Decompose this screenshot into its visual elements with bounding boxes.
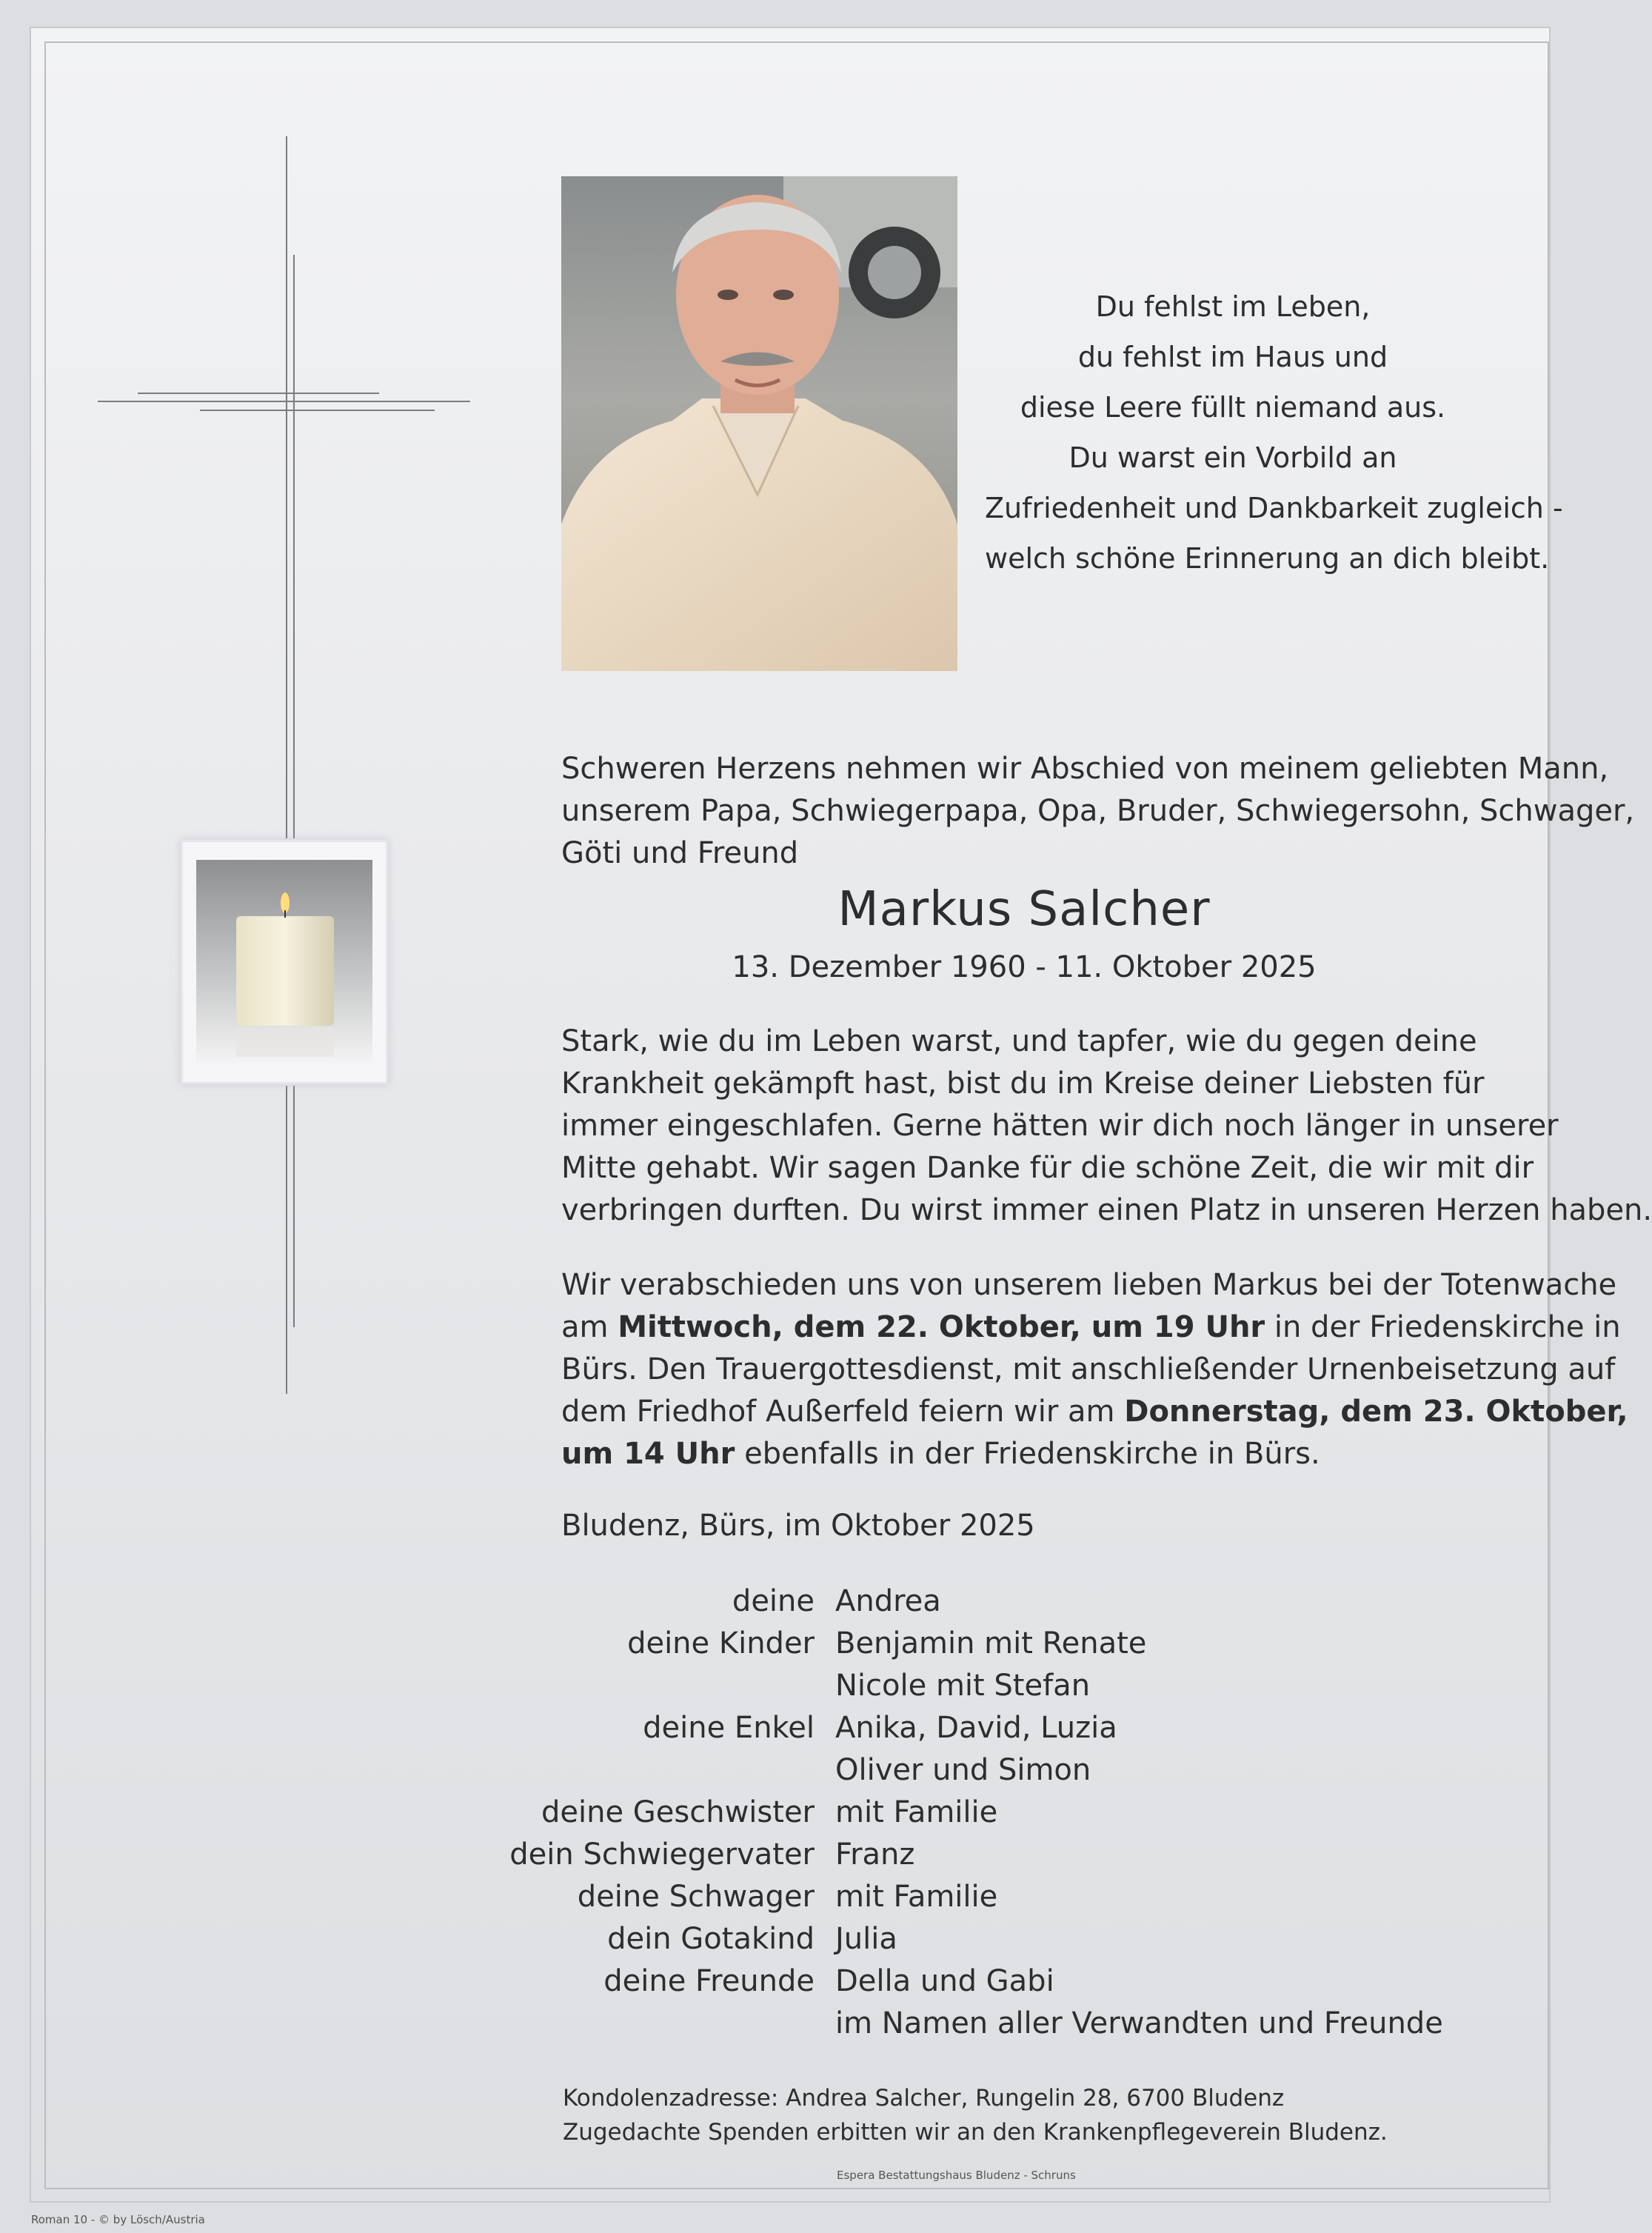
funeral-text: ebenfalls in der Friedenskirche in Bürs. xyxy=(735,1437,1320,1471)
family-relation: deine Enkel xyxy=(643,1711,815,1745)
tribute-line: verbringen durften. Du wirst immer einen Platz in unseren Herzen haben. xyxy=(561,1193,1652,1227)
deceased-name: Markus Salcher xyxy=(837,882,1211,937)
family-names: mit Familie xyxy=(835,1795,998,1829)
place-date: Bludenz, Bürs, im Oktober 2025 xyxy=(561,1509,1035,1543)
life-dates: 13. Dezember 1960 - 11. Oktober 2025 xyxy=(732,950,1317,984)
template-credit: Roman 10 - © by Lösch/Austria xyxy=(31,2213,205,2226)
tribute-line: Stark, wie du im Leben warst, und tapfer, wie du gegen deine xyxy=(561,1024,1477,1058)
undertaker-credit: Espera Bestattungshaus Bludenz - Schruns xyxy=(837,2169,1076,2182)
wake-date: Mittwoch, dem 22. Oktober, um 19 Uhr xyxy=(618,1310,1265,1344)
poem-line: Du warst ein Vorbild an xyxy=(1069,441,1397,474)
intro-line: Schweren Herzens nehmen wir Abschied von meinem geliebten Mann, xyxy=(561,752,1609,786)
poem-line: diese Leere füllt niemand aus. xyxy=(1020,391,1446,424)
family-names: Julia xyxy=(835,1922,897,1956)
family-relation: deine Schwager xyxy=(577,1880,815,1914)
candle-image xyxy=(181,840,388,1084)
funeral-line xyxy=(561,1306,1621,1349)
family-names: Franz xyxy=(835,1838,915,1872)
family-relation: deine Kinder xyxy=(627,1626,815,1660)
family-names: Oliver und Simon xyxy=(835,1753,1091,1787)
family-names: im Namen aller Verwandten und Freunde xyxy=(835,2006,1443,2040)
service-date: Donnerstag, dem 23. Oktober, xyxy=(1124,1395,1628,1429)
poem-line: Zufriedenheit und Dankbarkeit zugleich - xyxy=(985,492,1563,524)
family-relation: dein Schwiegervater xyxy=(509,1838,815,1872)
family-relation: deine Freunde xyxy=(603,1964,815,1998)
tribute-line: Krankheit gekämpft hast, bist du im Kreise deiner Liebsten für xyxy=(561,1067,1485,1101)
tribute-line: Mitte gehabt. Wir sagen Danke für die schöne Zeit, die wir mit dir xyxy=(561,1151,1534,1185)
funeral-text: in der Friedenskirche in xyxy=(1265,1310,1621,1344)
family-names: mit Familie xyxy=(835,1880,998,1914)
funeral-line xyxy=(561,1391,1628,1433)
funeral-line xyxy=(561,1433,1320,1475)
family-names: Della und Gabi xyxy=(835,1964,1054,1998)
portrait-photo xyxy=(561,176,957,671)
poem xyxy=(985,281,1563,584)
tribute-line: immer eingeschlafen. Gerne hätten wir dich noch länger in unserer xyxy=(561,1109,1559,1143)
service-time: um 14 Uhr xyxy=(561,1437,735,1471)
funeral-line: Bürs. Den Trauergottesdienst, mit anschließender Urnenbeisetzung auf xyxy=(561,1352,1616,1386)
poem-line: welch schöne Erinnerung an dich bleibt. xyxy=(985,542,1550,575)
family-relation: deine xyxy=(732,1584,815,1618)
intro-line: Göti und Freund xyxy=(561,836,799,870)
family-names: Anika, David, Luzia xyxy=(835,1711,1117,1745)
funeral-text: dem Friedhof Außerfeld feiern wir am xyxy=(561,1395,1125,1429)
condolence-address: Kondolenzadresse: Andrea Salcher, Rungelin 28, 6700 Bludenz xyxy=(563,2085,1285,2112)
funeral-line: Wir verabschieden uns von unserem lieben Markus bei der Totenwache xyxy=(561,1268,1617,1302)
poem-line: Du fehlst im Leben, xyxy=(1095,290,1371,323)
family-names: Andrea xyxy=(835,1584,941,1618)
family-relation: deine Geschwister xyxy=(541,1795,815,1829)
donation-note: Zugedachte Spenden erbitten wir an den Krankenpflegeverein Bludenz. xyxy=(563,2119,1388,2146)
intro-line: unserem Papa, Schwiegerpapa, Opa, Bruder, Schwiegersohn, Schwager, xyxy=(561,794,1635,828)
family-relation: dein Gotakind xyxy=(607,1922,815,1956)
family-names: Benjamin mit Renate xyxy=(835,1626,1147,1660)
family-names: Nicole mit Stefan xyxy=(835,1669,1091,1703)
funeral-text: am xyxy=(561,1310,618,1344)
poem-line: du fehlst im Haus und xyxy=(1077,341,1388,373)
